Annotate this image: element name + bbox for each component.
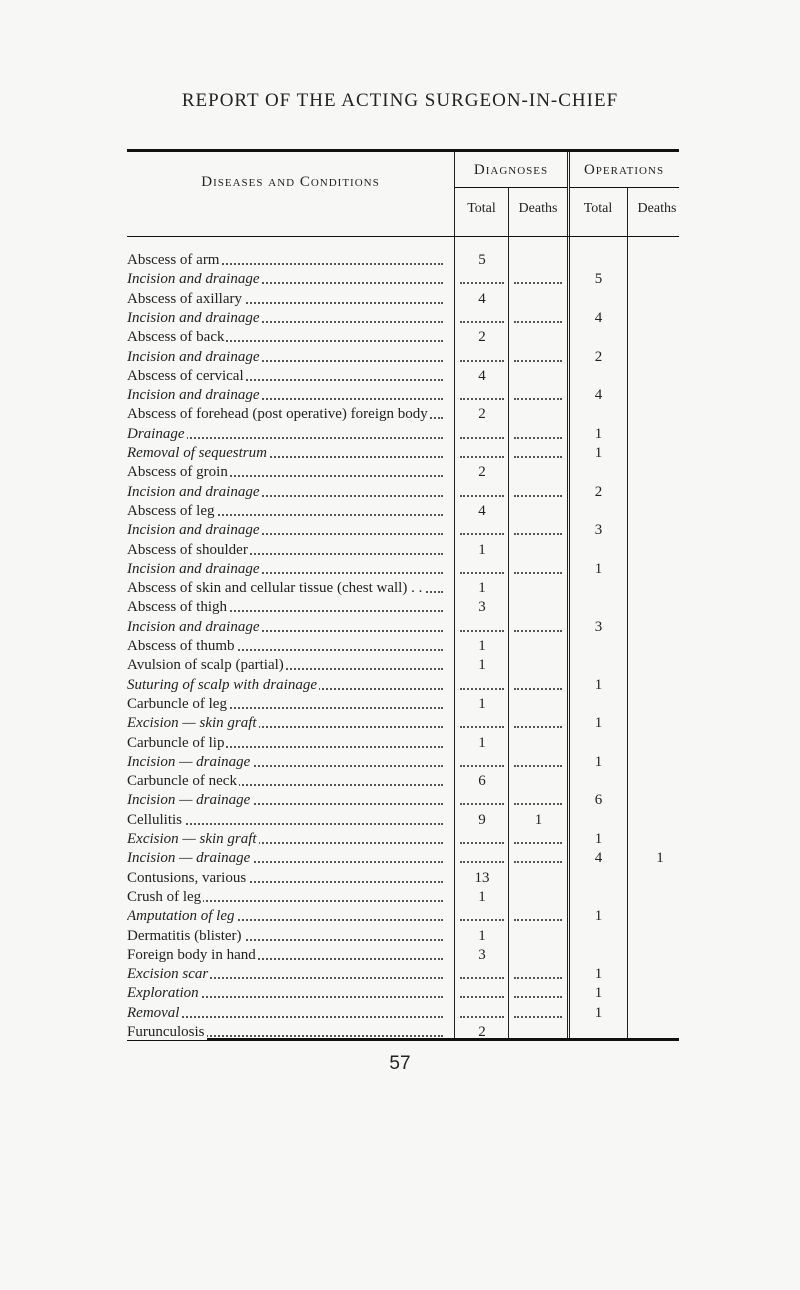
table-top-rule <box>127 149 679 152</box>
diag-total-cell: 1 <box>478 657 486 674</box>
condition-label: Carbuncle of neck <box>127 770 443 792</box>
condition-label: Furunculosis <box>127 1021 443 1043</box>
leader-dots <box>460 572 504 574</box>
diag-total-cell: 3 <box>478 599 486 616</box>
operation-label: Incision and drainage <box>127 384 443 406</box>
condition-label: Abscess of cervical <box>127 365 443 387</box>
op-total-cell: 1 <box>594 966 603 983</box>
leader-dots <box>460 630 504 632</box>
op-total-cell: 4 <box>594 309 603 326</box>
op-deaths-cell: 1 <box>656 850 664 867</box>
leader-dots <box>514 996 562 998</box>
diag-total-cell: 13 <box>474 869 490 886</box>
leader-dots <box>514 688 562 690</box>
op-total-cell: 1 <box>594 1004 603 1021</box>
diag-total-cell: 1 <box>478 734 486 751</box>
op-total-cell: 1 <box>594 676 603 693</box>
diag-total-cell: 2 <box>478 406 486 423</box>
leader-dots <box>460 360 504 362</box>
col-header-diag-total: Total <box>467 201 496 216</box>
operation-label: Incision — drainage <box>127 789 443 811</box>
op-total-cell: 1 <box>594 445 603 461</box>
diag-total-cell: 9 <box>478 811 486 828</box>
leader-dots <box>514 861 562 863</box>
diag-total-cell: 2 <box>478 464 486 481</box>
operation-label: Excision — skin graft <box>127 712 443 734</box>
operation-label: Removal <box>127 1002 443 1024</box>
op-total-cell: 1 <box>594 831 603 847</box>
condition-label: Abscess of skin and cellular tissue (chest wall) . . <box>127 577 443 599</box>
operation-label: Incision and drainage <box>127 346 443 368</box>
leader-dots <box>514 456 562 458</box>
col-header-operations: Operations <box>583 162 665 178</box>
leader-dots <box>460 282 504 284</box>
op-total-cell: 4 <box>594 850 603 867</box>
leader-dots <box>460 765 504 767</box>
condition-label: Carbuncle of lip <box>127 732 443 754</box>
diag-total-cell: 1 <box>478 888 486 905</box>
op-total-cell: 1 <box>594 985 603 1002</box>
condition-label: Abscess of thumb <box>127 635 443 657</box>
leader-dots <box>460 495 504 497</box>
leader-dots <box>514 533 562 535</box>
leader-dots <box>514 977 562 979</box>
col-header-op-deaths: Deaths <box>637 201 677 216</box>
leader-dots <box>460 803 504 805</box>
operation-label: Excision scar <box>127 963 443 985</box>
leader-dots <box>514 398 562 400</box>
diagnoses-group-rule <box>455 187 567 188</box>
condition-label: Dermatitis (blister) <box>127 925 443 947</box>
col-header-diag-deaths: Deaths <box>518 201 558 216</box>
condition-label: Carbuncle of leg <box>127 693 443 715</box>
op-total-cell: 1 <box>594 560 603 577</box>
col-header-op-total: Total <box>583 201 613 216</box>
op-total-cell: 1 <box>594 715 603 732</box>
operation-label: Incision and drainage <box>127 519 443 541</box>
condition-label: Abscess of arm <box>127 249 443 271</box>
condition-label: Avulsion of scalp (partial) <box>127 654 443 676</box>
leader-dots <box>460 861 504 863</box>
operation-label: Excision — skin graft <box>127 828 443 850</box>
diag-total-cell: 4 <box>478 502 486 519</box>
operation-label: Suturing of scalp with drainage <box>127 674 443 696</box>
diag-total-cell: 2 <box>478 329 486 346</box>
diag-total-cell: 1 <box>478 695 486 712</box>
diag-total-cell: 1 <box>478 541 486 558</box>
op-total-cell: 5 <box>594 271 603 288</box>
leader-dots <box>460 533 504 535</box>
diag-total-cell: 1 <box>478 638 486 654</box>
leader-dots <box>460 996 504 998</box>
diag-deaths-cell: 1 <box>534 811 543 828</box>
operation-label: Amputation of leg <box>127 905 443 927</box>
diag-total-cell: 1 <box>478 927 486 944</box>
leader-dots <box>514 726 562 728</box>
op-total-cell: 2 <box>594 483 603 500</box>
op-total-cell: 1 <box>594 425 603 442</box>
page-number: 57 <box>389 1053 411 1074</box>
condition-label: Abscess of back <box>127 326 443 348</box>
condition-label: Crush of leg <box>127 886 443 908</box>
operation-label: Incision — drainage <box>127 751 443 773</box>
leader-dots <box>514 437 562 439</box>
leader-dots <box>514 803 562 805</box>
leader-dots <box>460 842 504 844</box>
leader-dots <box>460 919 504 921</box>
diag-total-cell: 5 <box>478 252 486 268</box>
leader-dots <box>460 321 504 323</box>
page-header: REPORT OF THE ACTING SURGEON-IN-CHIEF <box>181 90 619 111</box>
leader-dots <box>514 842 562 844</box>
leader-dots <box>460 688 504 690</box>
leader-dots <box>460 726 504 728</box>
operation-label: Drainage <box>127 423 443 445</box>
leader-dots <box>460 456 504 458</box>
condition-label: Abscess of leg <box>127 500 443 522</box>
diag-total-cell: 4 <box>478 290 486 307</box>
diag-total-cell: 3 <box>478 946 486 963</box>
operation-label: Incision and drainage <box>127 307 443 329</box>
operation-label: Incision and drainage <box>127 558 443 580</box>
condition-label: Abscess of axillary <box>127 288 443 310</box>
leader-dots <box>514 321 562 323</box>
condition-label: Foreign body in hand <box>127 944 443 966</box>
leader-dots <box>514 282 562 284</box>
leader-dots <box>514 495 562 497</box>
leader-dots <box>514 919 562 921</box>
op-total-cell: 4 <box>594 387 603 404</box>
operations-group-rule <box>569 187 679 188</box>
op-total-cell: 1 <box>594 908 603 925</box>
op-total-cell: 6 <box>594 792 603 809</box>
op-total-cell: 3 <box>594 618 603 635</box>
operation-label: Incision and drainage <box>127 616 443 638</box>
diag-total-cell: 2 <box>478 1024 486 1040</box>
op-total-cell: 2 <box>594 348 603 365</box>
leader-dots <box>514 765 562 767</box>
leader-dots <box>460 398 504 400</box>
leader-dots <box>514 630 562 632</box>
leader-dots <box>460 437 504 439</box>
operation-label: Removal of sequestrum <box>127 442 443 464</box>
leader-dots <box>514 1016 562 1018</box>
operation-label: Exploration <box>127 982 443 1004</box>
leader-dots <box>460 977 504 979</box>
table-row <box>0 1021 800 1043</box>
condition-label: Abscess of groin <box>127 461 443 483</box>
condition-label: Contusions, various <box>127 867 443 889</box>
diag-total-cell: 1 <box>478 580 486 597</box>
operation-label: Incision and drainage <box>127 481 443 503</box>
leader-dots <box>514 572 562 574</box>
diag-total-cell: 6 <box>478 773 486 790</box>
leader-dots <box>514 360 562 362</box>
leader-dots <box>460 1016 504 1018</box>
col-header-diagnoses: Diagnoses <box>473 162 549 178</box>
diag-total-cell: 4 <box>478 367 486 384</box>
condition-label: Abscess of forehead (post operative) foreign body <box>127 403 443 425</box>
operation-label: Incision — drainage <box>127 847 443 869</box>
condition-label: Abscess of shoulder <box>127 539 443 561</box>
op-total-cell: 3 <box>594 522 603 539</box>
op-total-cell: 1 <box>594 753 603 770</box>
col-header-diseases: Diseases and Conditions <box>201 174 380 190</box>
header-bottom-rule <box>127 236 679 237</box>
condition-label: Cellulitis <box>127 809 443 831</box>
operation-label: Incision and drainage <box>127 268 443 290</box>
condition-label: Abscess of thigh <box>127 596 443 618</box>
